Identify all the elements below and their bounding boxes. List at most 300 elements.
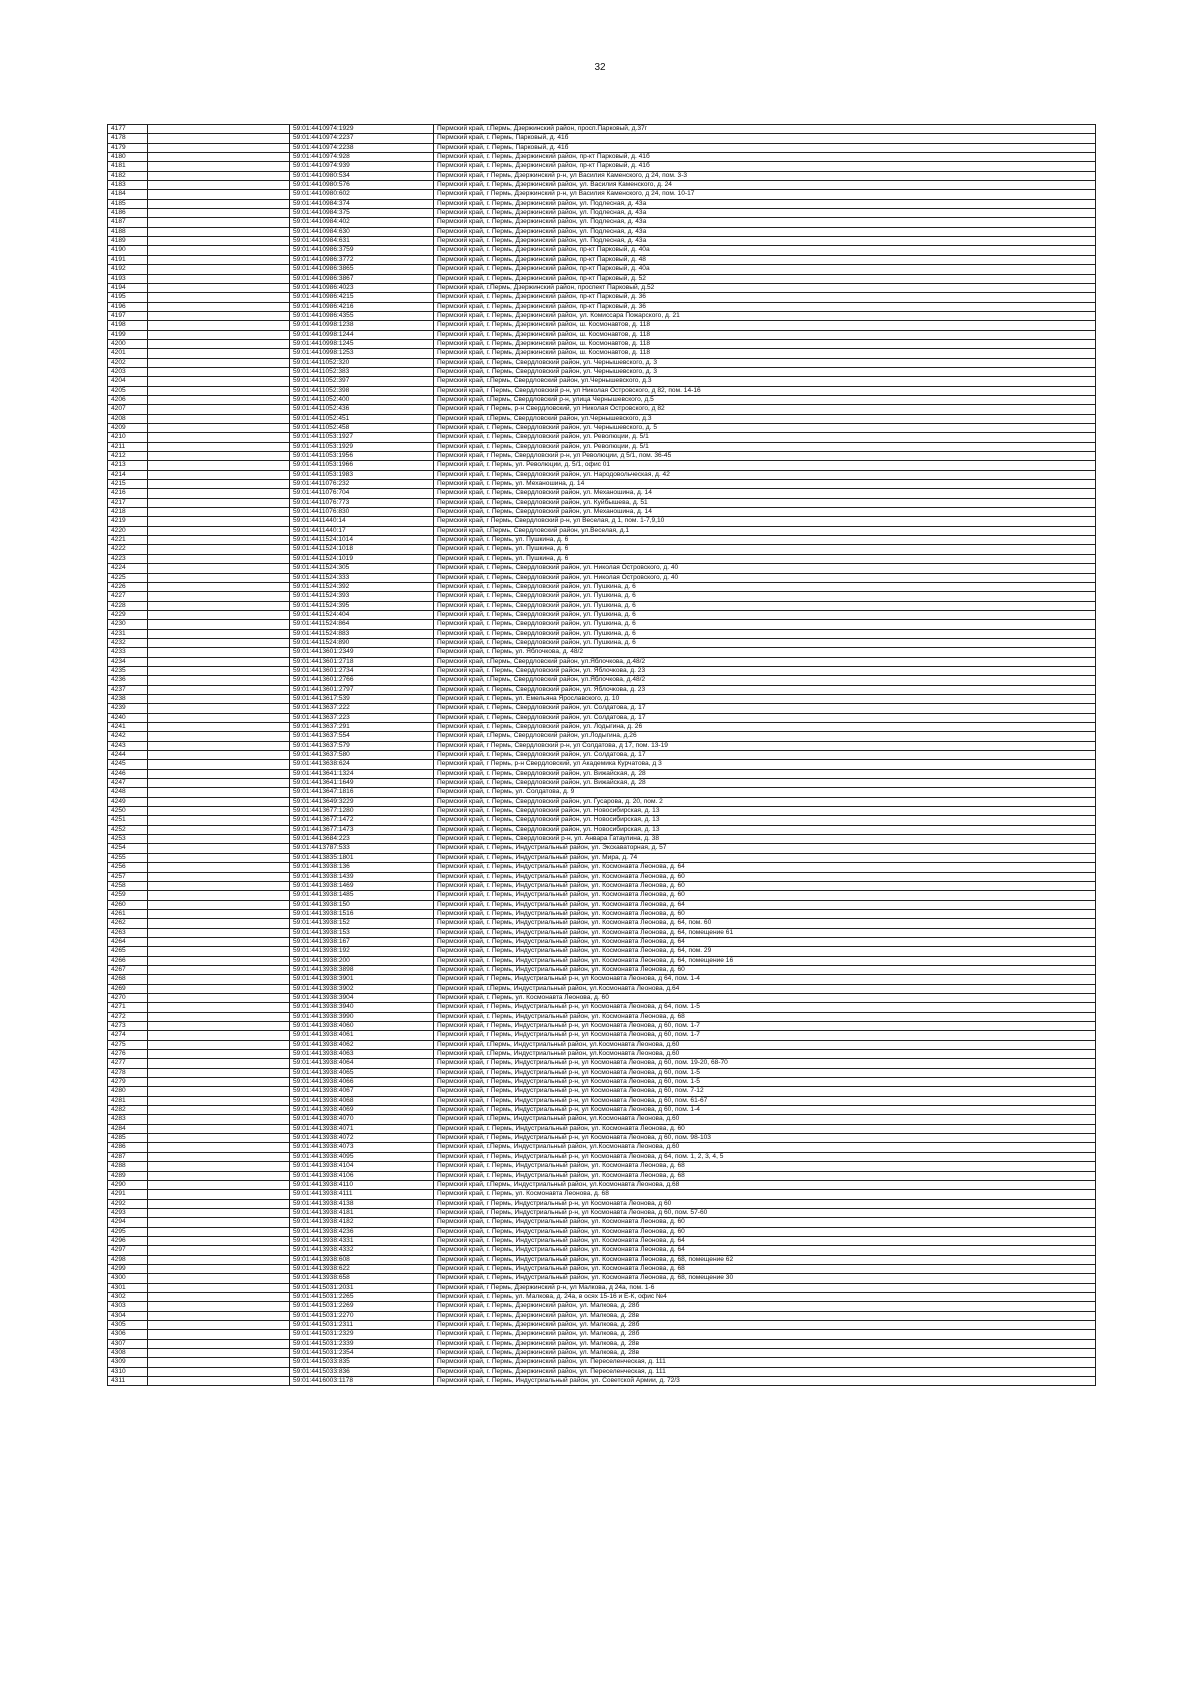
cadastral-number-cell: 59:01:4413938:1485 bbox=[290, 891, 434, 900]
table-row bbox=[108, 461, 1096, 470]
row-number-cell: 4223 bbox=[108, 554, 148, 563]
row-number-cell: 4304 bbox=[108, 1311, 148, 1320]
cadastral-number-cell: 59:01:4413938:3898 bbox=[290, 965, 434, 974]
empty-cell bbox=[148, 1321, 290, 1330]
row-number-cell: 4249 bbox=[108, 797, 148, 806]
cadastral-number-cell: 59:01:4410974:928 bbox=[290, 153, 434, 162]
address-cell: Пермский край, г. Пермь, Свердловский район, ул. Чернышевского, д. 5 bbox=[434, 424, 1096, 433]
address-cell: Пермский край, г. Пермь, Индустриальный район, ул. Космонавта Леонова, д. 68 bbox=[434, 1012, 1096, 1021]
row-number-cell: 4238 bbox=[108, 694, 148, 703]
empty-cell bbox=[148, 723, 290, 732]
address-cell: Пермский край, г Пермь, Индустриальный р-н, ул Космонавта Леонова, д 64, пом. 1-5 bbox=[434, 1003, 1096, 1012]
empty-cell bbox=[148, 620, 290, 629]
row-number-cell: 4233 bbox=[108, 648, 148, 657]
cadastral-number-cell: 59:01:4413787:533 bbox=[290, 844, 434, 853]
cadastral-number-cell: 59:01:4411076:830 bbox=[290, 508, 434, 517]
cadastral-number-cell: 59:01:4413938:4064 bbox=[290, 1059, 434, 1068]
row-number-cell: 4214 bbox=[108, 470, 148, 479]
row-number-cell: 4281 bbox=[108, 1096, 148, 1105]
cadastral-number-cell: 59:01:4411524:1014 bbox=[290, 536, 434, 545]
row-number-cell: 4220 bbox=[108, 526, 148, 535]
cadastral-number-cell: 59:01:4410986:4215 bbox=[290, 293, 434, 302]
empty-cell bbox=[148, 844, 290, 853]
address-cell: Пермский край, г Пермь, Индустриальный р-н, ул Космонавта Леонова, д 60, пом. 57-60 bbox=[434, 1208, 1096, 1217]
empty-cell bbox=[148, 779, 290, 788]
cadastral-number-cell: 59:01:4411076:704 bbox=[290, 489, 434, 498]
cadastral-number-cell: 59:01:4413938:200 bbox=[290, 956, 434, 965]
table-row bbox=[108, 153, 1096, 162]
empty-cell bbox=[148, 751, 290, 760]
address-cell: Пермский край, г. Пермь, ул. Яблочкова, д. 48/2 bbox=[434, 648, 1096, 657]
address-cell: Пермский край, г Пермь, Индустриальный р-н, ул Космонавта Леонова, д 60, пом. 1-5 bbox=[434, 1068, 1096, 1077]
row-number-cell: 4204 bbox=[108, 377, 148, 386]
address-cell: Пермский край, г Пермь, Дзержинский р-н, ул Малкова, д 24а, пом. 1-6 bbox=[434, 1283, 1096, 1292]
cadastral-number-cell: 59:01:4410984:374 bbox=[290, 199, 434, 208]
address-cell: Пермский край, г. Пермь, Дзержинский район, ул. Василия Каменского, д. 24 bbox=[434, 181, 1096, 190]
row-number-cell: 4247 bbox=[108, 779, 148, 788]
row-number-cell: 4271 bbox=[108, 1003, 148, 1012]
empty-cell bbox=[148, 1059, 290, 1068]
table-row bbox=[108, 919, 1096, 928]
cadastral-number-cell: 59:01:4413938:4067 bbox=[290, 1087, 434, 1096]
row-number-cell: 4200 bbox=[108, 339, 148, 348]
address-cell: Пермский край, г. Пермь, Дзержинский район, пр-кт Парковый, д. 36 bbox=[434, 293, 1096, 302]
empty-cell bbox=[148, 162, 290, 171]
cadastral-number-cell: 59:01:4413938:4065 bbox=[290, 1068, 434, 1077]
cadastral-number-cell: 59:01:4413637:222 bbox=[290, 704, 434, 713]
cadastral-number-cell: 59:01:4411440:17 bbox=[290, 526, 434, 535]
row-number-cell: 4252 bbox=[108, 825, 148, 834]
empty-cell bbox=[148, 1124, 290, 1133]
address-cell: Пермский край, г. Пермь, Свердловский район, ул. Солдатова, д. 17 bbox=[434, 713, 1096, 722]
empty-cell bbox=[148, 610, 290, 619]
address-cell: Пермский край, г.Пермь, Индустриальный район, ул.Космонавта Леонова, д.60 bbox=[434, 1040, 1096, 1049]
row-number-cell: 4270 bbox=[108, 993, 148, 1002]
table-row bbox=[108, 1264, 1096, 1273]
address-cell: Пермский край, г. Пермь, Дзержинский район, пр-кт Парковый, д. 36 bbox=[434, 302, 1096, 311]
address-cell: Пермский край, г. Пермь, Свердловский район, ул. Пушкина, д. 6 bbox=[434, 620, 1096, 629]
address-cell: Пермский край, г. Пермь, Парковый, д. 41б bbox=[434, 134, 1096, 143]
row-number-cell: 4206 bbox=[108, 395, 148, 404]
table-row bbox=[108, 732, 1096, 741]
cadastral-number-cell: 59:01:4413938:608 bbox=[290, 1255, 434, 1264]
cadastral-number-cell: 59:01:4413601:2734 bbox=[290, 666, 434, 675]
row-number-cell: 4199 bbox=[108, 330, 148, 339]
row-number-cell: 4272 bbox=[108, 1012, 148, 1021]
table-row bbox=[108, 489, 1096, 498]
table-row bbox=[108, 1330, 1096, 1339]
empty-cell bbox=[148, 1087, 290, 1096]
table-row bbox=[108, 900, 1096, 909]
address-cell: Пермский край, г.Пермь, Дзержинский район, просп.Парковый, д.37г bbox=[434, 125, 1096, 134]
row-number-cell: 4226 bbox=[108, 582, 148, 591]
row-number-cell: 4269 bbox=[108, 984, 148, 993]
cadastral-number-cell: 59:01:4413835:1801 bbox=[290, 853, 434, 862]
table-row bbox=[108, 666, 1096, 675]
address-cell: Пермский край, г. Пермь, Свердловский район, ул. Механошина, д. 14 bbox=[434, 508, 1096, 517]
row-number-cell: 4186 bbox=[108, 209, 148, 218]
cadastral-number-cell: 59:01:4411524:395 bbox=[290, 601, 434, 610]
address-cell: Пермский край, г Пермь, Индустриальный р-н, ул Космонавта Леонова, д 64, пом. 1, 2, 3, 4, 5 bbox=[434, 1152, 1096, 1161]
empty-cell bbox=[148, 461, 290, 470]
address-cell: Пермский край, г. Пермь, Индустриальный район, ул. Космонавта Леонова, д. 64 bbox=[434, 1246, 1096, 1255]
table-row bbox=[108, 694, 1096, 703]
table-row bbox=[108, 545, 1096, 554]
row-number-cell: 4240 bbox=[108, 713, 148, 722]
cadastral-number-cell: 59:01:4413637:291 bbox=[290, 723, 434, 732]
empty-cell bbox=[148, 367, 290, 376]
address-cell: Пермский край, г. Пермь, Индустриальный район, ул. Космонавта Леонова, д. 68 bbox=[434, 1264, 1096, 1273]
row-number-cell: 4292 bbox=[108, 1199, 148, 1208]
empty-cell bbox=[148, 582, 290, 591]
table-row bbox=[108, 779, 1096, 788]
table-row bbox=[108, 937, 1096, 946]
table-row bbox=[108, 723, 1096, 732]
cadastral-number-cell: 59:01:4410986:4216 bbox=[290, 302, 434, 311]
cadastral-number-cell: 59:01:4411076:232 bbox=[290, 480, 434, 489]
row-number-cell: 4256 bbox=[108, 863, 148, 872]
row-number-cell: 4302 bbox=[108, 1292, 148, 1301]
cadastral-number-cell: 59:01:4413637:579 bbox=[290, 741, 434, 750]
empty-cell bbox=[148, 246, 290, 255]
table-row bbox=[108, 582, 1096, 591]
table-row bbox=[108, 1152, 1096, 1161]
address-cell: Пермский край, г. Пермь, ул. Солдатова, д. 9 bbox=[434, 788, 1096, 797]
address-cell: Пермский край, г.Пермь, Свердловский район, ул.Чернышевского, д.3 bbox=[434, 377, 1096, 386]
table-row bbox=[108, 1115, 1096, 1124]
empty-cell bbox=[148, 199, 290, 208]
table-row bbox=[108, 218, 1096, 227]
address-cell: Пермский край, г. Пермь, Свердловский район, ул. Николая Островского, д. 40 bbox=[434, 564, 1096, 573]
empty-cell bbox=[148, 386, 290, 395]
row-number-cell: 4195 bbox=[108, 293, 148, 302]
row-number-cell: 4235 bbox=[108, 666, 148, 675]
empty-cell bbox=[148, 1180, 290, 1189]
address-cell: Пермский край, г Пермь, Свердловский р-н, ул Революции, д 5/1, пом. 36-45 bbox=[434, 452, 1096, 461]
row-number-cell: 4288 bbox=[108, 1162, 148, 1171]
cadastral-number-cell: 59:01:4410998:1253 bbox=[290, 349, 434, 358]
cadastral-number-cell: 59:01:4413938:4110 bbox=[290, 1180, 434, 1189]
row-number-cell: 4208 bbox=[108, 414, 148, 423]
table-row bbox=[108, 685, 1096, 694]
address-cell: Пермский край, г. Пермь, Индустриальный район, ул. Космонавта Леонова, д. 60 bbox=[434, 1218, 1096, 1227]
empty-cell bbox=[148, 442, 290, 451]
address-cell: Пермский край, г. Пермь, Индустриальный район, ул. Космонавта Леонова, д. 68 bbox=[434, 1171, 1096, 1180]
cadastral-number-cell: 59:01:4411524:890 bbox=[290, 638, 434, 647]
empty-cell bbox=[148, 657, 290, 666]
cadastral-number-cell: 59:01:4413938:152 bbox=[290, 919, 434, 928]
row-number-cell: 4291 bbox=[108, 1190, 148, 1199]
empty-cell bbox=[148, 769, 290, 778]
cadastral-number-cell: 59:01:4413938:4073 bbox=[290, 1143, 434, 1152]
row-number-cell: 4246 bbox=[108, 769, 148, 778]
table-row bbox=[108, 1059, 1096, 1068]
table-row bbox=[108, 255, 1096, 264]
table-row bbox=[108, 1367, 1096, 1376]
table-row bbox=[108, 171, 1096, 180]
table-row bbox=[108, 1321, 1096, 1330]
row-number-cell: 4191 bbox=[108, 255, 148, 264]
empty-cell bbox=[148, 293, 290, 302]
address-cell: Пермский край, г. Пермь, ул. Емельяна Ярославского, д. 10 bbox=[434, 694, 1096, 703]
address-cell: Пермский край, г Пермь, Индустриальный р-н, ул Космонавта Леонова, д 60 bbox=[434, 1199, 1096, 1208]
address-cell: Пермский край, г. Пермь, Свердловский район, ул. Гусарова, д. 20, пом. 2 bbox=[434, 797, 1096, 806]
empty-cell bbox=[148, 209, 290, 218]
row-number-cell: 4216 bbox=[108, 489, 148, 498]
cadastral-number-cell: 59:01:4410980:602 bbox=[290, 190, 434, 199]
cadastral-number-cell: 59:01:4410980:534 bbox=[290, 171, 434, 180]
address-cell: Пермский край, г. Пермь, Индустриальный район, ул. Космонавта Леонова, д. 64 bbox=[434, 863, 1096, 872]
address-cell: Пермский край, г. Пермь, Свердловский район, ул. Лодыгина, д. 26 bbox=[434, 723, 1096, 732]
address-cell: Пермский край, г. Пермь, Свердловский район, ул. Вижайская, д. 28 bbox=[434, 769, 1096, 778]
row-number-cell: 4219 bbox=[108, 517, 148, 526]
empty-cell bbox=[148, 1349, 290, 1358]
cadastral-number-cell: 59:01:4413938:1439 bbox=[290, 872, 434, 881]
table-row bbox=[108, 807, 1096, 816]
address-cell: Пермский край, г. Пермь, Свердловский район, ул. Вижайская, д. 28 bbox=[434, 779, 1096, 788]
cadastral-number-cell: 59:01:4413637:580 bbox=[290, 751, 434, 760]
row-number-cell: 4311 bbox=[108, 1377, 148, 1386]
cadastral-number-cell: 59:01:4410998:1238 bbox=[290, 321, 434, 330]
cadastral-number-cell: 59:01:4415031:2269 bbox=[290, 1302, 434, 1311]
empty-cell bbox=[148, 993, 290, 1002]
row-number-cell: 4243 bbox=[108, 741, 148, 750]
address-cell: Пермский край, г. Пермь, Индустриальный район, ул. Космонавта Леонова, д. 64, пом. 29 bbox=[434, 947, 1096, 956]
row-number-cell: 4290 bbox=[108, 1180, 148, 1189]
row-number-cell: 4194 bbox=[108, 283, 148, 292]
cadastral-number-cell: 59:01:4413938:4138 bbox=[290, 1199, 434, 1208]
table-row bbox=[108, 330, 1096, 339]
table-row bbox=[108, 1003, 1096, 1012]
cadastral-number-cell: 59:01:4413938:4062 bbox=[290, 1040, 434, 1049]
row-number-cell: 4279 bbox=[108, 1078, 148, 1087]
empty-cell bbox=[148, 1246, 290, 1255]
table-row bbox=[108, 1078, 1096, 1087]
address-cell: Пермский край, г.Пермь, Свердловский район, ул.Лодыгина, д.26 bbox=[434, 732, 1096, 741]
cadastral-number-cell: 59:01:4413938:150 bbox=[290, 900, 434, 909]
empty-cell bbox=[148, 1283, 290, 1292]
table-row bbox=[108, 741, 1096, 750]
table-row bbox=[108, 835, 1096, 844]
table-row bbox=[108, 788, 1096, 797]
address-cell: Пермский край, г. Пермь, Свердловский район, ул. Чернышевского, д. 3 bbox=[434, 367, 1096, 376]
table-row bbox=[108, 573, 1096, 582]
row-number-cell: 4310 bbox=[108, 1367, 148, 1376]
table-row bbox=[108, 928, 1096, 937]
cadastral-number-cell: 59:01:4413637:554 bbox=[290, 732, 434, 741]
empty-cell bbox=[148, 629, 290, 638]
cadastral-number-cell: 59:01:4410986:3759 bbox=[290, 246, 434, 255]
empty-cell bbox=[148, 1218, 290, 1227]
cadastral-number-cell: 59:01:4411053:1929 bbox=[290, 442, 434, 451]
cadastral-number-cell: 59:01:4413938:192 bbox=[290, 947, 434, 956]
empty-cell bbox=[148, 1358, 290, 1367]
cadastral-number-cell: 59:01:4410986:3772 bbox=[290, 255, 434, 264]
row-number-cell: 4205 bbox=[108, 386, 148, 395]
address-cell: Пермский край, г Пермь, Индустриальный р-н, ул Космонавта Леонова, д 64, пом. 1-4 bbox=[434, 975, 1096, 984]
empty-cell bbox=[148, 947, 290, 956]
table-row bbox=[108, 339, 1096, 348]
cadastral-number-cell: 59:01:4413938:136 bbox=[290, 863, 434, 872]
table-row bbox=[108, 1227, 1096, 1236]
empty-cell bbox=[148, 181, 290, 190]
address-cell: Пермский край, г. Пермь, Свердловский район, ул. Пушкина, д. 6 bbox=[434, 629, 1096, 638]
cadastral-number-cell: 59:01:4415031:2270 bbox=[290, 1311, 434, 1320]
row-number-cell: 4209 bbox=[108, 424, 148, 433]
empty-cell bbox=[148, 274, 290, 283]
empty-cell bbox=[148, 816, 290, 825]
row-number-cell: 4284 bbox=[108, 1124, 148, 1133]
cadastral-number-cell: 59:01:4415033:836 bbox=[290, 1367, 434, 1376]
table-row bbox=[108, 1134, 1096, 1143]
address-cell: Пермский край, г Пермь, р-н Свердловский, ул Николая Островского, д 82 bbox=[434, 405, 1096, 414]
empty-cell bbox=[148, 1096, 290, 1105]
address-cell: Пермский край, г. Пермь, ул. Космонавта Леонова, д. 68 bbox=[434, 1190, 1096, 1199]
table-row bbox=[108, 134, 1096, 143]
row-number-cell: 4254 bbox=[108, 844, 148, 853]
cadastral-number-cell: 59:01:4413684:223 bbox=[290, 835, 434, 844]
row-number-cell: 4296 bbox=[108, 1236, 148, 1245]
table-row bbox=[108, 405, 1096, 414]
cadastral-number-cell: 59:01:4413938:4182 bbox=[290, 1218, 434, 1227]
empty-cell bbox=[148, 760, 290, 769]
empty-cell bbox=[148, 853, 290, 862]
table-row bbox=[108, 1255, 1096, 1264]
empty-cell bbox=[148, 909, 290, 918]
empty-cell bbox=[148, 227, 290, 236]
table-row bbox=[108, 993, 1096, 1002]
cadastral-number-cell: 59:01:4413938:4106 bbox=[290, 1171, 434, 1180]
empty-cell bbox=[148, 1264, 290, 1273]
row-number-cell: 4202 bbox=[108, 358, 148, 367]
table-row bbox=[108, 143, 1096, 152]
table-row bbox=[108, 1236, 1096, 1245]
address-cell: Пермский край, г. Пермь, ул. Пушкина, д. 6 bbox=[434, 554, 1096, 563]
address-cell: Пермский край, г Пермь, Индустриальный р-н, ул Космонавта Леонова, д 60, пом. 7-12 bbox=[434, 1087, 1096, 1096]
row-number-cell: 4301 bbox=[108, 1283, 148, 1292]
cadastral-number-cell: 59:01:4413938:3940 bbox=[290, 1003, 434, 1012]
empty-cell bbox=[148, 1003, 290, 1012]
table-row bbox=[108, 125, 1096, 134]
empty-cell bbox=[148, 1012, 290, 1021]
row-number-cell: 4289 bbox=[108, 1171, 148, 1180]
empty-cell bbox=[148, 1040, 290, 1049]
address-cell: Пермский край, г. Пермь, Индустриальный район, ул. Космонавта Леонова, д. 60 bbox=[434, 1124, 1096, 1133]
address-cell: Пермский край, г. Пермь, Дзержинский район, пр-кт Парковый, д. 48 bbox=[434, 255, 1096, 264]
cadastral-number-cell: 59:01:4413601:2718 bbox=[290, 657, 434, 666]
empty-cell bbox=[148, 732, 290, 741]
register-table bbox=[107, 124, 1096, 1386]
empty-cell bbox=[148, 704, 290, 713]
table-row bbox=[108, 1171, 1096, 1180]
address-cell: Пермский край, г. Пермь, Индустриальный район, ул. Космонавта Леонова, д. 68, помещение 30 bbox=[434, 1274, 1096, 1283]
table-row bbox=[108, 246, 1096, 255]
address-cell: Пермский край, г. Пермь, Индустриальный район, ул. Мира, д. 74 bbox=[434, 853, 1096, 862]
table-row bbox=[108, 947, 1096, 956]
address-cell: Пермский край, г. Пермь, Свердловский район, ул. Народовольческая, д. 42 bbox=[434, 470, 1096, 479]
empty-cell bbox=[148, 638, 290, 647]
empty-cell bbox=[148, 358, 290, 367]
address-cell: Пермский край, г. Пермь, Свердловский район, ул. Механошина, д. 14 bbox=[434, 489, 1096, 498]
table-row bbox=[108, 984, 1096, 993]
address-cell: Пермский край, г. Пермь, Дзержинский район, ш. Космонавтов, д. 118 bbox=[434, 321, 1096, 330]
address-cell: Пермский край, г Пермь, Индустриальный р-н, ул Космонавта Леонова, д 60, пом. 1-4 bbox=[434, 1106, 1096, 1115]
empty-cell bbox=[148, 218, 290, 227]
row-number-cell: 4297 bbox=[108, 1246, 148, 1255]
row-number-cell: 4213 bbox=[108, 461, 148, 470]
cadastral-number-cell: 59:01:4415031:2265 bbox=[290, 1292, 434, 1301]
empty-cell bbox=[148, 872, 290, 881]
row-number-cell: 4210 bbox=[108, 433, 148, 442]
address-cell: Пермский край, г. Пермь, Дзержинский район, пр-кт Парковый, д. 41б bbox=[434, 153, 1096, 162]
table-row bbox=[108, 265, 1096, 274]
table-row bbox=[108, 293, 1096, 302]
row-number-cell: 4196 bbox=[108, 302, 148, 311]
cadastral-number-cell: 59:01:4413938:167 bbox=[290, 937, 434, 946]
cadastral-number-cell: 59:01:4413617:539 bbox=[290, 694, 434, 703]
empty-cell bbox=[148, 648, 290, 657]
table-row bbox=[108, 816, 1096, 825]
address-cell: Пермский край, г. Пермь, Индустриальный район, ул. Космонавта Леонова, д. 60 bbox=[434, 872, 1096, 881]
table-row bbox=[108, 1349, 1096, 1358]
empty-cell bbox=[148, 676, 290, 685]
address-cell: Пермский край, г. Пермь, Дзержинский район, ул. Малкова, д. 28в bbox=[434, 1349, 1096, 1358]
row-number-cell: 4261 bbox=[108, 909, 148, 918]
table-row bbox=[108, 797, 1096, 806]
cadastral-number-cell: 59:01:4413647:1816 bbox=[290, 788, 434, 797]
address-cell: Пермский край, г. Пермь, Индустриальный район, ул. Космонавта Леонова, д. 60 bbox=[434, 1227, 1096, 1236]
table-row bbox=[108, 162, 1096, 171]
cadastral-number-cell: 59:01:4411524:392 bbox=[290, 582, 434, 591]
empty-cell bbox=[148, 797, 290, 806]
row-number-cell: 4232 bbox=[108, 638, 148, 647]
address-cell: Пермский край, г. Пермь, Индустриальный район, ул. Космонавта Леонова, д. 68 bbox=[434, 1162, 1096, 1171]
table-row bbox=[108, 1283, 1096, 1292]
cadastral-number-cell: 59:01:4411524:305 bbox=[290, 564, 434, 573]
empty-cell bbox=[148, 489, 290, 498]
empty-cell bbox=[148, 1227, 290, 1236]
table-row bbox=[108, 853, 1096, 862]
address-cell: Пермский край, г. Пермь, Свердловский район, ул. Пушкина, д. 6 bbox=[434, 582, 1096, 591]
empty-cell bbox=[148, 1236, 290, 1245]
empty-cell bbox=[148, 545, 290, 554]
address-cell: Пермский край, г. Пермь, Индустриальный район, ул. Экскаваторная, д. 57 bbox=[434, 844, 1096, 853]
cadastral-number-cell: 59:01:4411524:883 bbox=[290, 629, 434, 638]
row-number-cell: 4217 bbox=[108, 498, 148, 507]
empty-cell bbox=[148, 891, 290, 900]
row-number-cell: 4276 bbox=[108, 1050, 148, 1059]
address-cell: Пермский край, г Пермь, Индустриальный р-н, ул Космонавта Леонова, д 60, пом. 1-7 bbox=[434, 1022, 1096, 1031]
empty-cell bbox=[148, 900, 290, 909]
address-cell: Пермский край, г. Пермь, Дзержинский район, ул. Переселенческая, д. 111 bbox=[434, 1358, 1096, 1367]
table-row bbox=[108, 844, 1096, 853]
cadastral-number-cell: 59:01:4413938:4061 bbox=[290, 1031, 434, 1040]
table-row bbox=[108, 367, 1096, 376]
address-cell: Пермский край, г. Пермь, Дзержинский район, ш. Космонавтов, д. 118 bbox=[434, 339, 1096, 348]
table-row bbox=[108, 909, 1096, 918]
row-number-cell: 4193 bbox=[108, 274, 148, 283]
table-row bbox=[108, 891, 1096, 900]
address-cell: Пермский край, г. Пермь, Индустриальный район, ул. Космонавта Леонова, д. 60 bbox=[434, 881, 1096, 890]
row-number-cell: 4190 bbox=[108, 246, 148, 255]
cadastral-number-cell: 59:01:4415031:2354 bbox=[290, 1349, 434, 1358]
table-row bbox=[108, 863, 1096, 872]
row-number-cell: 4229 bbox=[108, 610, 148, 619]
address-cell: Пермский край, г. Пермь, Дзержинский район, ул. Подлесная, д. 43а bbox=[434, 218, 1096, 227]
cadastral-number-cell: 59:01:4413601:2797 bbox=[290, 685, 434, 694]
table-row bbox=[108, 881, 1096, 890]
cadastral-number-cell: 59:01:4411053:1927 bbox=[290, 433, 434, 442]
